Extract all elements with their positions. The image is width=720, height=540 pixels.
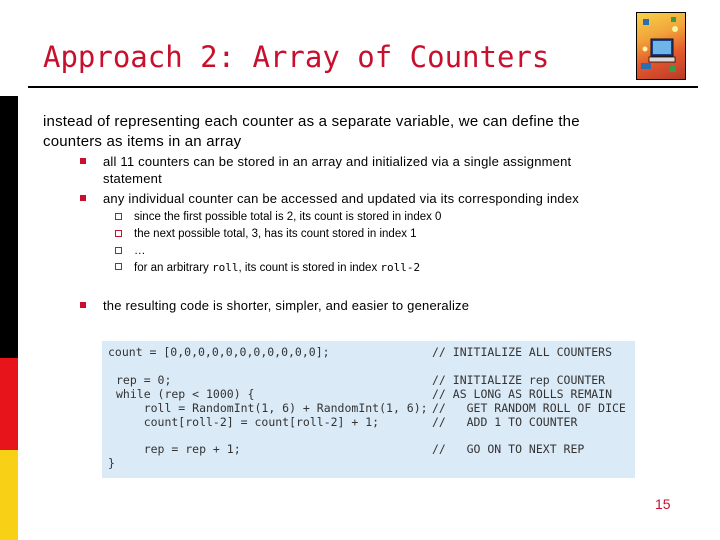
bullet-item-1-line-2: statement	[103, 171, 162, 186]
code-comment-3: // AS LONG AS ROLLS REMAIN	[432, 387, 613, 401]
code-line-3: while (rep < 1000) {	[116, 387, 255, 401]
computer-clipart-icon	[636, 12, 686, 80]
code-comment-1: // INITIALIZE ALL COUNTERS	[432, 345, 613, 359]
square-bullet-icon	[80, 158, 86, 164]
code-comment-6: // GO ON TO NEXT REP	[432, 442, 585, 456]
square-bullet-icon	[80, 302, 86, 308]
page-number: 15	[655, 496, 671, 512]
sub-bullet-item-1-text: since the first possible total is 2, its count is stored in index 0	[134, 211, 442, 223]
sub-bullet-4-prefix: for an arbitrary	[134, 262, 212, 274]
square-bullet-icon	[80, 195, 86, 201]
intro-line-1: instead of representing each counter as a separate variable, we can define the	[43, 113, 580, 130]
code-comment-4: // GET RANDOM ROLL OF DICE	[432, 401, 626, 415]
sub-bullet-4-code-index: roll-2	[380, 261, 421, 274]
code-sample-block	[102, 341, 635, 478]
sub-bullet-item-2-text: the next possible total, 3, has its count stored in index 1	[134, 228, 417, 240]
hollow-square-bullet-icon	[115, 263, 122, 270]
side-bar-yellow-segment	[0, 450, 18, 540]
bullet-item-2-text: any individual counter can be accessed and updated via its corresponding index	[103, 191, 579, 206]
bullet-item-3-text: the resulting code is shorter, simpler, and easier to generalize	[103, 298, 470, 313]
code-line-5: count[roll-2] = count[roll-2] + 1;	[116, 415, 380, 429]
side-bar-red-segment	[0, 358, 18, 450]
bullet-item-1-line-1: all 11 counters can be stored in an array and initialized via a single assignment	[103, 154, 572, 169]
side-bar-black-segment	[0, 96, 18, 358]
code-line-1: count = [0,0,0,0,0,0,0,0,0,0,0];	[108, 345, 330, 359]
hollow-square-bullet-icon	[115, 247, 122, 254]
side-bar-white-segment	[0, 0, 18, 96]
sub-bullet-4-middle: , its count is stored in index	[238, 262, 381, 274]
title-divider	[28, 86, 698, 88]
code-line-6: rep = rep + 1;	[116, 442, 241, 456]
slide-title: Approach 2: Array of Counters	[43, 40, 550, 74]
code-line-4: roll = RandomInt(1, 6) + RandomInt(1, 6);	[116, 401, 428, 415]
sub-bullet-item-3-text: …	[134, 245, 146, 257]
code-line-7: }	[108, 456, 115, 470]
sub-bullet-4-code-roll: roll	[211, 261, 239, 274]
code-comment-5: // ADD 1 TO COUNTER	[432, 415, 578, 429]
bullet-item-1-text	[103, 153, 683, 187]
hollow-square-bullet-icon	[115, 230, 122, 237]
code-line-2: rep = 0;	[116, 373, 172, 387]
code-comment-2: // INITIALIZE rep COUNTER	[432, 373, 606, 387]
intro-paragraph	[43, 112, 693, 152]
decorative-side-bar	[0, 0, 18, 540]
intro-line-2	[43, 132, 693, 152]
sub-bullet-item-4-text	[134, 260, 674, 276]
intro-line-2-text: counters as items in an array	[43, 133, 242, 150]
hollow-square-bullet-icon	[115, 213, 122, 220]
